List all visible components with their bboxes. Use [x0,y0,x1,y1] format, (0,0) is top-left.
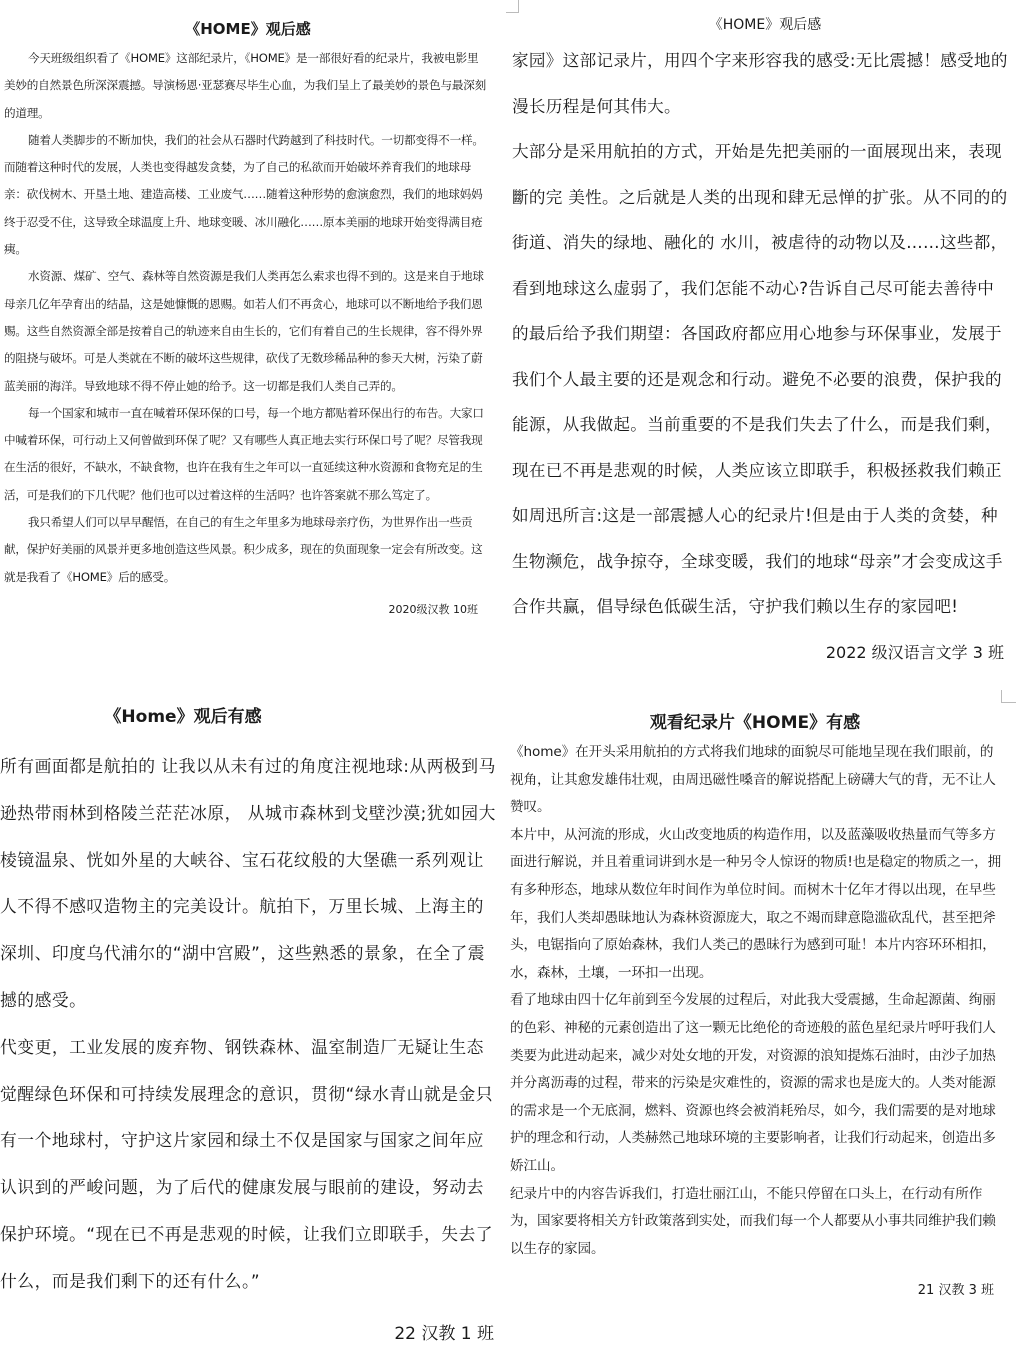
class-signature-3: 22 汉教 1 班 [394,1323,494,1344]
page-corner-mark [1001,690,1016,703]
paragraph: 水资源、煤矿、空气、森林等自然资源是我们人类再怎么索求也得不到的。这是来自于地球母亲几亿年孕育出的结晶，这是她慷慨的恩赐。如若人们不再贪心，地球可以不断地给予我们恩赐。这些自然资源全部是按着自己的轨迹来自由生长的，它们有着自己的生长规律，容不得外界的阻挠与破坏。可是人类就在不断的破坏这些规律，砍伐了无数珍稀品种的参天大树，污染了蔚蓝美丽的海洋。导致地球不得不停止她的给予。这一切都是我们人类自己弄的。 [4,269,484,393]
paragraph: 家园》这部记录片，用四个字来形容我的感受:无比震撼！感受地的漫长历程是何其伟大。 [512,51,1008,116]
paragraph: 代变更，工业发展的废弃物、钢铁森林、温室制造厂无疑让生态觉醒绿色环保和可持续发展理念的意识，贯彻“绿水青山就是金只有一个地球村，守护这片家园和绿土不仅是国家与国家之间年应认识到的严峻问题，为了后代的健康发展与眼前的建设，努动去保护环境。“现在已不再是悲观的时候，让我们立即联手，失去了什么，而是我们剩下的还有什么。” [0,1036,494,1291]
paragraph: 本片中，从河流的形成，火山改变地质的构造作用，以及蓝藻吸收热量而气等多方面进行解说，并且着重词讲到水是一种另令人惊讶的物质!也是稳定的物质之一，拥有多种形态，地球从数位年时间作为单位时间。而树木十亿年才得以出现，在早些年，我们人类却愚昧地认为森林资源庞大，取之不竭而肆意隐滥砍乱代，甚至把斧头，电锯指向了原始森林，我们人类己的愚昧行为感到可耻！本片内容环环相扣，水，森林，土壤，一环扣一出现。 [510,826,1002,981]
class-signature-4: 21 汉教 3 班 [917,1283,994,1299]
essay-title-2: 《HOME》观后感 [708,17,822,33]
page-corner-mark [506,0,519,13]
essay-panel-3 [0,690,506,1365]
essay-panel-4 [506,690,1024,1365]
paragraph: 随着人类脚步的不断加快，我们的社会从石器时代跨越到了科技时代。一切都变得不一样。而随着这种时代的发展，人类也变得越发贪婪，为了自己的私欲而开始破坏养育我们的地球母亲：砍伐树木、开垦土地、建造高楼、工业废气……随着这种形势的愈演愈烈，我们的地球妈妈终于忍受不住，这导致全球温度上升、地球变暖、冰川融化……原本美丽的地球开始变得满目疮痍。 [4,132,484,257]
paragraph: 我只希望人们可以早早醒悟，在自己的有生之年里多为地球母亲疗伤，为世界作出一些贡献，保护好美丽的风景并更多地创造这些风景。积少成多，现在的负面现象一定会有所改变。这就是我看了《HOME》后的感受。 [4,515,483,584]
paragraph: 每一个国家和城市一直在喊着环保环保的口号，每一个地方都贴着环保出行的布告。大家口中喊着环保，可行动上又何曾做到环保了呢？又有哪些人真正地去实行环保口号了呢？尽管我现在生活的很好，不缺水，不缺食物，也许在我有生之年可以一直延续这种水资源和食物充足的生活，可是我们的下几代呢？他们也可以过着这样的生活吗？也许答案就不那么笃定了。 [4,405,484,502]
essay-title-4: 观看纪录片《HOME》有感 [649,713,861,733]
essay-title-1: 《HOME》观后感 [185,20,311,38]
paragraph: 看了地球由四十亿年前到至今发展的过程后，对此我大受震撼，生命起源菌、绚丽的色彩、神秘的元素创造出了这一颗无比绝伦的奇迹般的蓝色星纪录片呼吁我们人类要为此进动起来，减少对处女地的开发，对资源的浪知提炼石油时，由沙子加热并分离沥毒的过程，带来的污染是灾难性的，资源的需求也是庞大的。人类对能源的需求是一个无底洞，燃料、资源也终会被消耗殆尽，如今，我们需要的是对地球护的理念和行动，人类赫然己地球环境的主要影响者，让我们行动起来，创造出多娇江山。 [510,992,996,1174]
paragraph: 纪录片中的内容告诉我们，打造壮丽江山，不能只停留在口头上，在行动有所作为，国家要将相关方针政策落到实处，而我们每一个人都要从小事共同维护我们赖以生存的家园。 [510,1185,996,1257]
class-signature-1: 2020级汉教 10班 [388,602,478,616]
class-signature-2: 2022 级汉语言文学 3 班 [825,642,1004,662]
paragraph: 今天班级组织看了《HOME》这部纪录片，《HOME》是一部很好看的纪录片，我被电影里美妙的自然景色所深深震撼。导演杨恩·亚瑟赛尽毕生心血，为我们呈上了最美妙的景色与最深刻的道理。 [4,51,487,120]
paragraph: 大部分是采用航拍的方式，开始是先把美丽的一面展现出来，表现斷的完 美性。之后就是人类的出现和肆无忌惮的扩张。从不同的的街道、消失的绿地、融化的 水川，被虐待的动物以及……这些都，看到地球这么虚弱了，我们怎能不动心?告诉自己尽可能去善待中的最后给予我们期望：各国政府都应用心地参与环保事业，发展于我们个人最主要的还是观念和行动。避免不必要的浪费，保护我的能源，从我做起。当前重要的不是我们失去了什么，而是我们剩，现在已不再是悲观的时候，人类应该立即联手，积极拯救我们赖正如周迅所言:这是一部震撼人心的纪录片!但是由于人类的贪婪，种生物濒危，战争掠夺，全球变暖，我们的地球“母亲”才会变成这手合作共赢，倡导绿色低碳生活，守护我们赖以生存的家园吧! [512,142,1008,616]
paragraph: 《home》在开头采用航拍的方式将我们地球的面貌尽可能地呈现在我们眼前，的视角，让其愈发雄伟壮观，由周迅磁性嗓音的解说搭配上磅礴大气的背，无不让人赞叹。 [510,744,996,816]
essay-title-3: 《Home》观后有感 [104,707,262,727]
essay-panel-1 [0,0,496,680]
paragraph: 所有画面都是航拍的 让我以从未有过的角度注视地球:从两极到马逊热带雨林到格陵兰茫茫冰原， 从城市森林到戈壁沙漠;犹如园大棱镜温泉、恍如外星的大峡谷、宝石花纹般的大堡礁一系列观让人不得不感叹造物主的完美设计。航拍下，万里长城、上海主的深圳、印度乌代浦尔的“湖中宫殿”，这些熟悉的景象，在全了震撼的感受。 [0,756,496,1010]
essay-panel-2 [506,0,1024,680]
